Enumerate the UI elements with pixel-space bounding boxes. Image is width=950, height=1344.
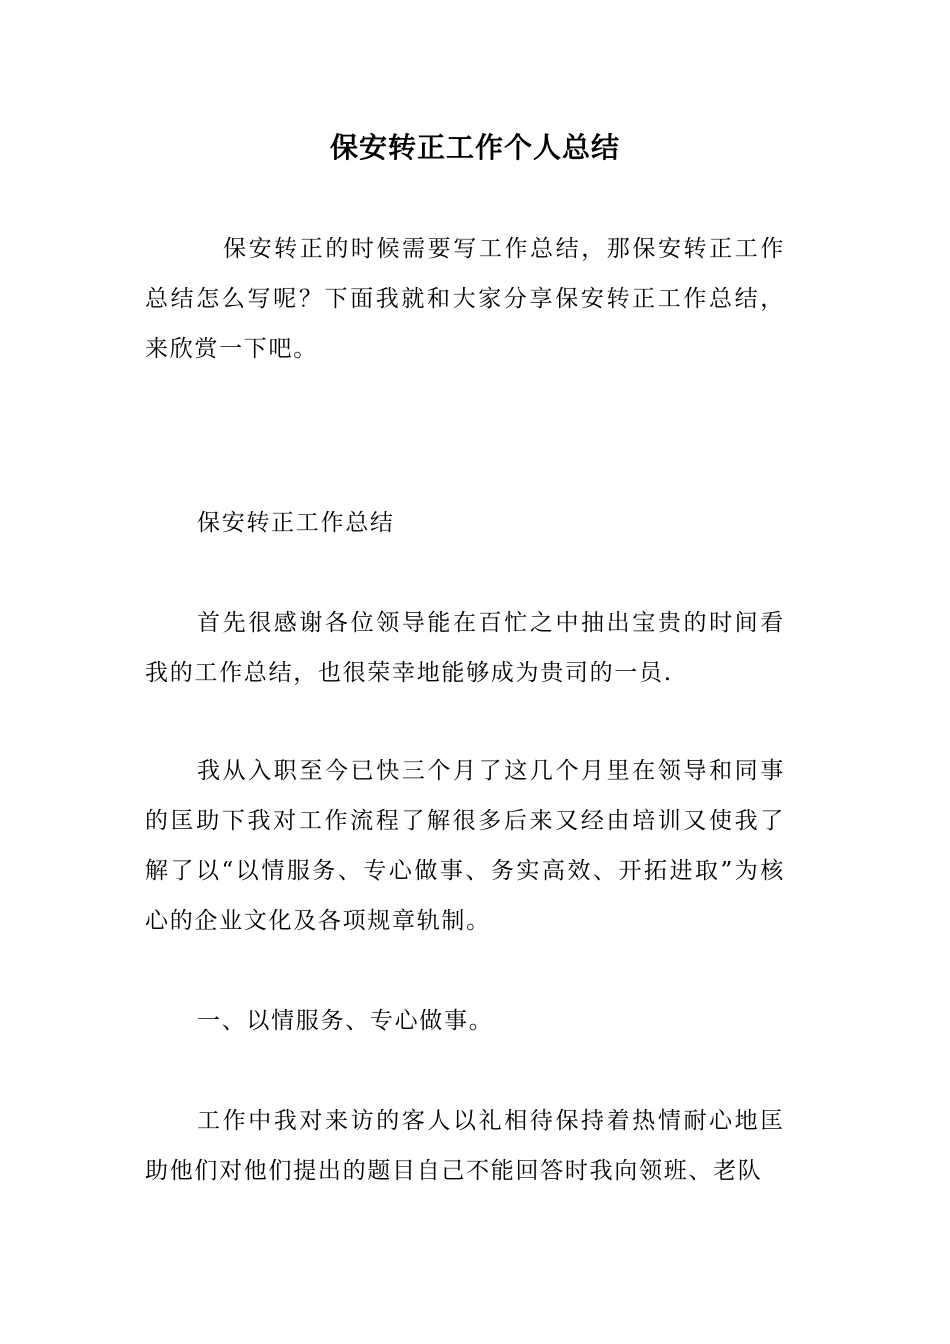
body-paragraph-1: 首先很感谢各位领导能在百忙之中抽出宝贵的时间看我的工作总结，也很荣幸地能够成为贵司的一员. bbox=[145, 610, 785, 686]
section-heading: 保安转正工作总结 bbox=[197, 510, 395, 536]
body-paragraph-3: 一、以情服务、专心做事。 bbox=[197, 1008, 494, 1034]
document-title: 保安转正工作个人总结 bbox=[329, 131, 620, 164]
body-paragraph-2: 我从入职至今已快三个月了这几个月里在领导和同事的匡助下我对工作流程了解很多后来又经由培训又使我了解了以“以情服务、专心做事、务实高效、开拓进取”为核心的企业文化及各项规章轨制。 bbox=[145, 758, 785, 934]
intro-paragraph: 保安转正的时候需要写工作总结，那保安转正工作总结怎么写呢？下面我就和大家分享保安转正工作总结，来欣赏一下吧。 bbox=[145, 236, 785, 362]
body-paragraph-4: 工作中我对来访的客人以礼相待保持着热情耐心地匡助他们对他们提出的题目自己不能回答时我向领班、老队 bbox=[145, 1108, 785, 1184]
